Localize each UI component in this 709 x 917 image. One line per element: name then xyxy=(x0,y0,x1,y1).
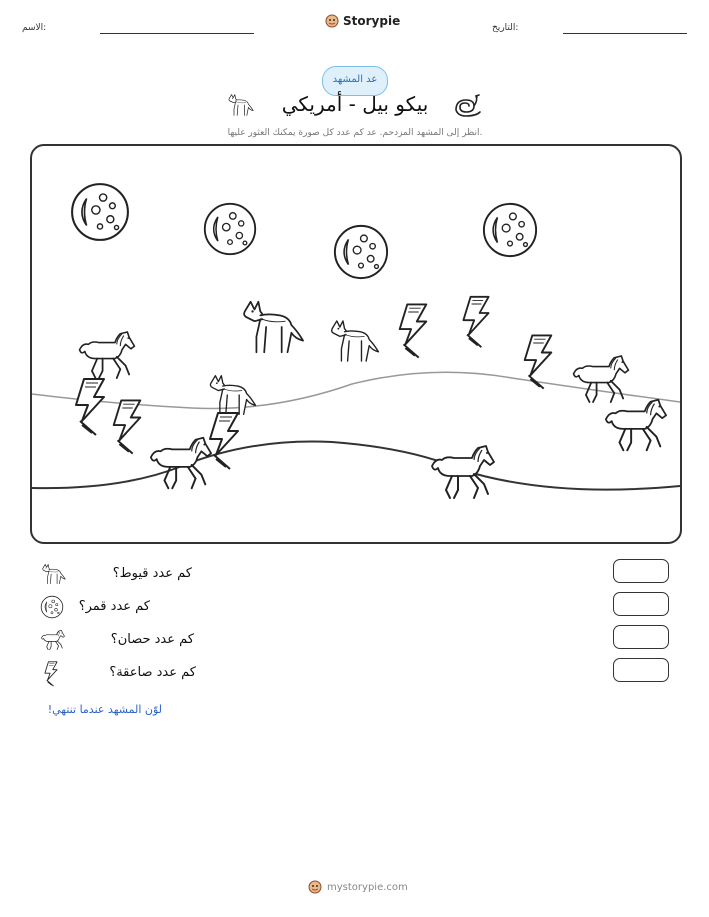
moon-3 xyxy=(335,226,387,278)
horse-5 xyxy=(432,446,494,498)
rattlesnake-icon xyxy=(452,92,482,118)
question-moon: كم عدد قمر؟ xyxy=(78,599,150,614)
moon-icon xyxy=(40,595,64,619)
question-coyote: كم عدد قيوط؟ xyxy=(112,566,192,581)
page-title: بيكو بيل - أمريكي xyxy=(281,92,429,116)
moon-2 xyxy=(205,204,255,254)
hill-line-front xyxy=(32,442,680,490)
lightning-5 xyxy=(114,400,141,453)
coyote-icon xyxy=(226,92,254,118)
scene-count-badge: عد المشهد xyxy=(322,66,388,96)
horse-2 xyxy=(574,356,629,402)
counting-scene xyxy=(30,144,682,544)
coyote-2 xyxy=(332,321,379,361)
horse-4 xyxy=(151,438,211,489)
horse-3 xyxy=(606,400,666,451)
horse-icon xyxy=(40,628,66,652)
color-scene-instruction: لوّن المشهد عندما تنتهي! xyxy=(47,703,162,716)
footer xyxy=(308,880,408,894)
lightning-4 xyxy=(76,379,104,435)
answer-box-horse[interactable] xyxy=(613,625,669,649)
instructions-text: انظر إلى المشهد المزدحم. عد كم عدد كل صورة يمكنك العثور عليها. xyxy=(227,128,483,138)
question-horse: كم عدد حصان؟ xyxy=(110,632,194,647)
moon-1 xyxy=(72,184,128,240)
coyote-icon xyxy=(40,562,66,586)
date-line[interactable] xyxy=(563,33,687,34)
brand-name: Storypie xyxy=(343,14,401,28)
answer-box-lightning[interactable] xyxy=(613,658,669,682)
storypie-logo-icon xyxy=(325,14,339,28)
storypie-logo-icon xyxy=(308,880,322,894)
lightning-1 xyxy=(400,304,427,357)
name-label: الاسم: xyxy=(22,23,47,33)
answer-box-coyote[interactable] xyxy=(613,559,669,583)
answer-box-moon[interactable] xyxy=(613,592,669,616)
lightning-2 xyxy=(463,297,488,347)
coyote-1 xyxy=(244,302,303,353)
footer-site[interactable]: mystorypie.com xyxy=(327,881,408,893)
lightning-6 xyxy=(210,413,238,469)
date-label: التاريخ: xyxy=(492,23,519,33)
moon-4 xyxy=(484,204,536,256)
name-line[interactable] xyxy=(100,33,254,34)
horse-1 xyxy=(80,332,135,378)
brand-logo xyxy=(325,14,400,28)
lightning-icon xyxy=(42,661,60,687)
question-lightning: كم عدد صاعقة؟ xyxy=(109,665,196,680)
